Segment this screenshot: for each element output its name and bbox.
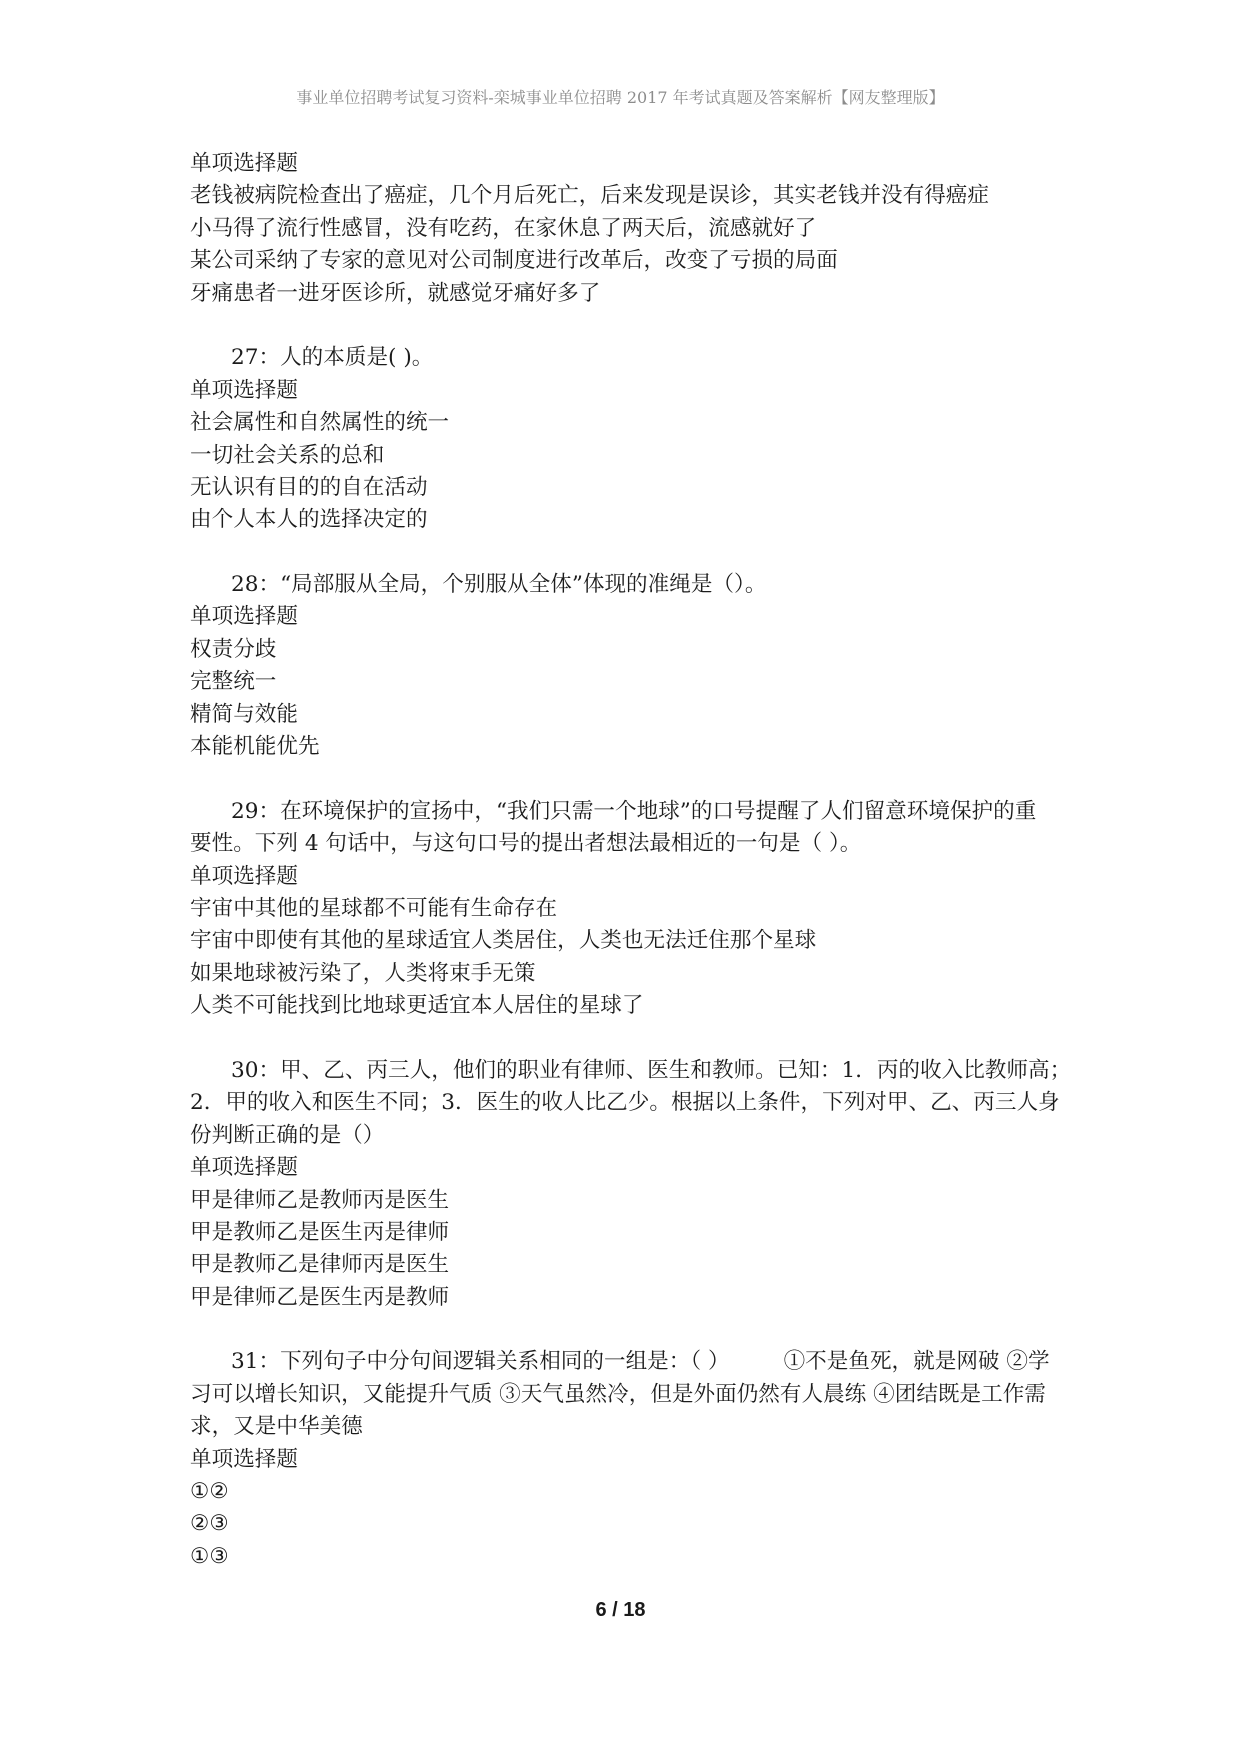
option-text: ②③ bbox=[190, 1511, 229, 1537]
question-block bbox=[190, 569, 1190, 763]
question-stem: 习可以增长知识，又能提升气质 ③天气虽然冷，但是外面仍然有人晨练 ④团结既是工作需 bbox=[190, 1381, 1046, 1407]
option-text: 本能机能优先 bbox=[190, 734, 320, 760]
option-text: 社会属性和自然属性的统一 bbox=[190, 410, 450, 436]
option-text: 完整统一 bbox=[190, 669, 277, 695]
option-text: 宇宙中即使有其他的星球适宜人类居住，人类也无法迁住那个星球 bbox=[190, 928, 817, 954]
option-text: 宇宙中其他的星球都不可能有生命存在 bbox=[190, 895, 558, 921]
page-content bbox=[190, 148, 1190, 1573]
option-text: 甲是律师乙是教师丙是医生 bbox=[190, 1187, 450, 1213]
question-type-label: 单项选择题 bbox=[190, 151, 298, 176]
option-text: 人类不可能找到比地球更适宜本人居住的星球了 bbox=[190, 993, 644, 1019]
question-stem: 31：下列句子中分句间逻辑关系相同的一组是：（ ） ①不是鱼死，就是网破 ②学 bbox=[231, 1349, 1050, 1375]
question-stem: 27：人的本质是( )。 bbox=[231, 345, 434, 371]
question-stem: 求，又是中华美德 bbox=[190, 1414, 363, 1440]
option-text: ①③ bbox=[190, 1543, 229, 1569]
question-block bbox=[190, 148, 1190, 310]
question-block bbox=[190, 1055, 1190, 1314]
page-number: 6 / 18 bbox=[595, 1599, 646, 1621]
question-block bbox=[190, 796, 1190, 1023]
question-stem: 2．甲的收入和医生不同；3．医生的收人比乙少。根据以上条件，下列对甲、乙、丙三人身 bbox=[190, 1090, 1060, 1116]
option-text: 甲是教师乙是律师丙是医生 bbox=[190, 1252, 450, 1278]
question-block bbox=[190, 342, 1190, 536]
question-stem: 要性。下列 4 句话中，与这句口号的提出者想法最相近的一句是（ ）。 bbox=[190, 831, 862, 857]
question-stem: 份判断正确的是（） bbox=[190, 1122, 385, 1148]
question-stem: 28：“局部服从全局，个别服从全体”体现的准绳是（）。 bbox=[231, 572, 767, 598]
option-text: 由个人本人的选择决定的 bbox=[190, 507, 428, 533]
option-text: 如果地球被污染了，人类将束手无策 bbox=[190, 960, 536, 986]
option-text: ①② bbox=[190, 1479, 229, 1505]
question-stem: 29：在环境保护的宣扬中，“我们只需一个地球”的口号提醒了人们留意环境保护的重 bbox=[231, 798, 1037, 824]
option-text: 牙痛患者一进牙医诊所，就感觉牙痛好多了 bbox=[190, 280, 601, 306]
question-type-label: 单项选择题 bbox=[190, 863, 298, 889]
question-type-label: 单项选择题 bbox=[190, 1446, 298, 1472]
option-text: 一切社会关系的总和 bbox=[190, 442, 385, 468]
question-type-label: 单项选择题 bbox=[190, 377, 298, 403]
option-text: 权责分歧 bbox=[190, 636, 277, 662]
option-text: 甲是教师乙是医生丙是律师 bbox=[190, 1219, 450, 1245]
question-block bbox=[190, 1346, 1190, 1573]
question-type-label: 单项选择题 bbox=[190, 1155, 298, 1181]
option-text: 甲是律师乙是医生丙是教师 bbox=[190, 1284, 450, 1310]
option-text: 小马得了流行性感冒，没有吃药，在家休息了两天后，流感就好了 bbox=[190, 215, 817, 241]
option-text: 某公司采纳了专家的意见对公司制度进行改革后，改变了亏损的局面 bbox=[190, 248, 838, 274]
question-stem: 30：甲、乙、丙三人，他们的职业有律师、医生和教师。已知：1．丙的收入比教师高； bbox=[231, 1057, 1072, 1083]
option-text: 老钱被病院检查出了癌症，几个月后死亡，后来发现是误诊，其实老钱并没有得癌症 bbox=[190, 183, 989, 209]
page-header: 事业单位招聘考试复习资料-栾城事业单位招聘 2017 年考试真题及答案解析【网友整理版】 bbox=[296, 88, 945, 107]
question-type-label: 单项选择题 bbox=[190, 604, 298, 630]
option-text: 无认识有目的的自在活动 bbox=[190, 474, 428, 500]
option-text: 精简与效能 bbox=[190, 701, 298, 727]
